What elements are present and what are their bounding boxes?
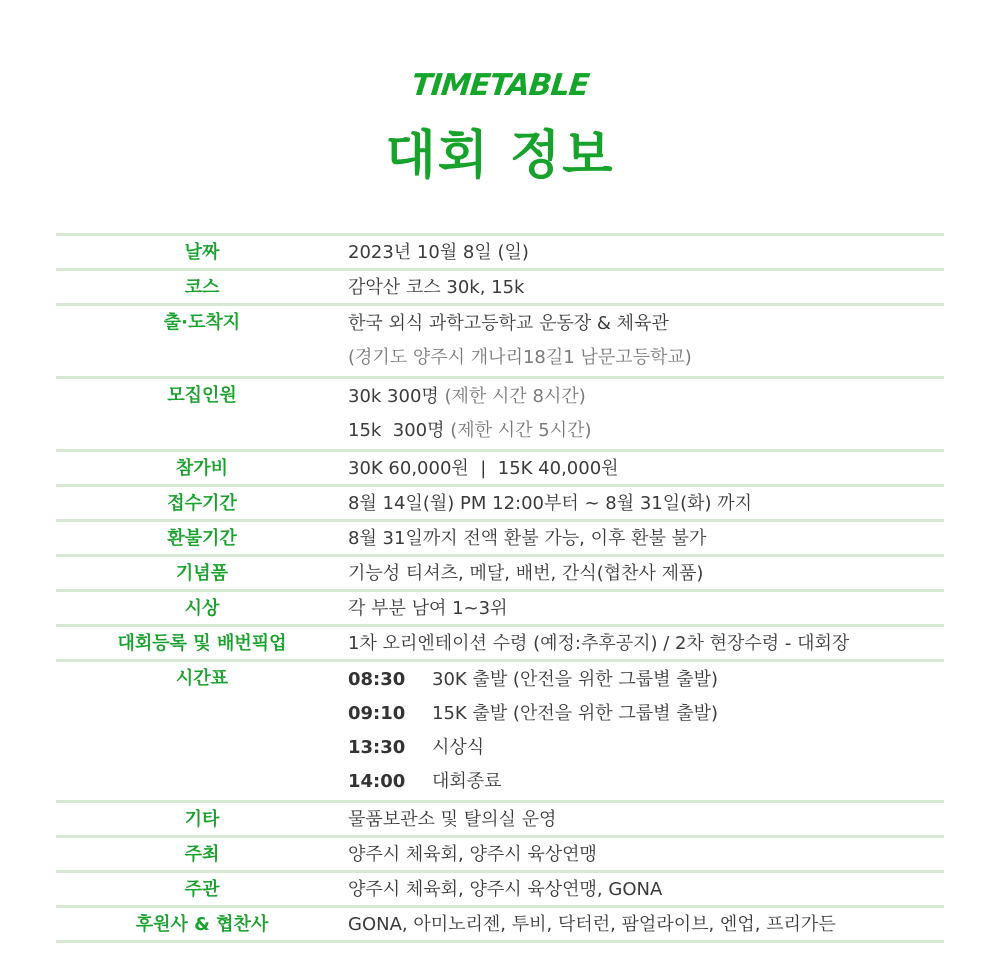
row-value xyxy=(348,592,944,624)
event-info-table xyxy=(56,233,944,943)
row-label: 시상 xyxy=(184,598,220,619)
registration-value: 8월 14일(월) PM 12:00부터 ~ 8월 31일(화) 까지 xyxy=(348,493,753,514)
host-value: 양주시 체육회, 양주시 육상연맹 xyxy=(348,844,597,865)
row-souvenir xyxy=(56,557,944,592)
schedule-text: 15K 출발 (안전을 위한 그룹별 출발) xyxy=(432,703,719,724)
row-label: 환불기간 xyxy=(167,528,237,549)
row-value xyxy=(348,487,944,519)
awards-value: 각 부분 남여 1~3위 xyxy=(348,598,508,619)
schedule-time: 08:30 xyxy=(348,669,406,690)
etc-value: 물품보관소 및 탈의실 운영 xyxy=(348,809,557,830)
row-label: 기타 xyxy=(184,809,220,830)
capacity-30k-main: 30k 300명 xyxy=(348,386,439,407)
row-value xyxy=(348,873,944,905)
row-value xyxy=(348,662,944,800)
row-value xyxy=(348,803,944,835)
row-value xyxy=(348,557,944,589)
row-value xyxy=(348,271,944,303)
schedule-time: 09:10 xyxy=(348,703,406,724)
row-label: 주최 xyxy=(184,844,220,865)
row-fee xyxy=(56,452,944,487)
schedule-time: 14:00 xyxy=(348,771,406,792)
organizer-value: 양주시 체육회, 양주시 육상연맹, GONA xyxy=(348,879,663,900)
schedule-item xyxy=(348,664,944,698)
row-capacity xyxy=(56,379,944,452)
row-label: 접수기간 xyxy=(167,493,237,514)
fee-value: 30K 60,000원 | 15K 40,000원 xyxy=(348,458,619,479)
row-value xyxy=(348,306,944,376)
schedule-item xyxy=(348,766,944,800)
schedule-text: 시상식 xyxy=(432,737,485,758)
schedule-item xyxy=(348,698,944,732)
schedule-item xyxy=(348,732,944,766)
row-date xyxy=(56,236,944,271)
row-label: 후원사 & 협찬사 xyxy=(135,914,269,935)
row-venue xyxy=(56,306,944,379)
row-course xyxy=(56,271,944,306)
capacity-30k xyxy=(348,381,944,415)
venue-line1: 한국 외식 과학고등학교 운동장 & 체육관 xyxy=(348,313,669,334)
row-value xyxy=(348,908,944,940)
schedule-text: 대회종료 xyxy=(432,771,502,792)
capacity-15k-main: 15k 300명 xyxy=(348,420,445,441)
row-schedule xyxy=(56,662,944,803)
timetable-eyebrow: TIMETABLE xyxy=(409,68,591,103)
row-label: 주관 xyxy=(184,879,220,900)
row-pickup xyxy=(56,627,944,662)
schedule-text: 30K 출발 (안전을 위한 그룹별 출발) xyxy=(432,669,719,690)
row-label: 기념품 xyxy=(175,563,229,584)
row-value xyxy=(348,838,944,870)
row-refund xyxy=(56,522,944,557)
capacity-30k-note: (제한 시간 8시간) xyxy=(438,386,586,407)
date-value: 2023년 10월 8일 (일) xyxy=(348,242,529,263)
row-label: 시간표 xyxy=(175,668,229,689)
page-header xyxy=(0,60,1000,186)
row-label: 날짜 xyxy=(184,242,220,263)
row-sponsors xyxy=(56,908,944,943)
row-value xyxy=(348,379,944,449)
page-title: 대회 정보 xyxy=(385,126,615,186)
row-label: 대회등록 및 배번픽업 xyxy=(117,633,287,654)
refund-value: 8월 31일까지 전액 환불 가능, 이후 환불 불가 xyxy=(348,528,707,549)
row-organizer xyxy=(56,873,944,908)
row-etc xyxy=(56,803,944,838)
souvenir-value: 기능성 티셔츠, 메달, 배번, 간식(협찬사 제품) xyxy=(348,563,704,584)
row-label: 모집인원 xyxy=(167,385,237,406)
capacity-15k-note: (제한 시간 5시간) xyxy=(444,420,592,441)
row-value xyxy=(348,522,944,554)
row-label: 참가비 xyxy=(175,458,229,479)
pickup-value: 1차 오리엔테이션 수령 (예정:추후공지) / 2차 현장수령 - 대회장 xyxy=(348,633,850,654)
row-host xyxy=(56,838,944,873)
capacity-15k xyxy=(348,415,944,449)
row-awards xyxy=(56,592,944,627)
row-value xyxy=(348,627,944,659)
row-registration xyxy=(56,487,944,522)
row-label: 코스 xyxy=(184,277,220,298)
row-value xyxy=(348,236,944,268)
sponsors-value: GONA, 아미노리젠, 투비, 닥터런, 팜얼라이브, 엔업, 프리가든 xyxy=(348,914,836,935)
venue-address: (경기도 양주시 개나리18길1 남문고등학교) xyxy=(348,347,692,368)
course-value: 감악산 코스 30k, 15k xyxy=(348,277,525,298)
schedule-time: 13:30 xyxy=(348,737,406,758)
row-label: 출·도착지 xyxy=(163,312,241,333)
row-value xyxy=(348,452,944,484)
